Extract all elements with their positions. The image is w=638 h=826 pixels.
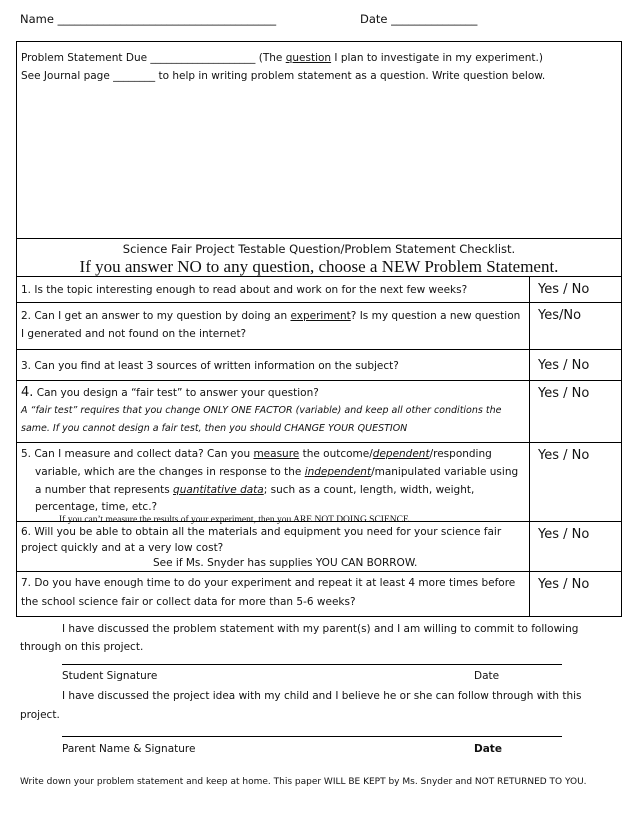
checklist-heading xyxy=(16,238,622,277)
question-1: 1. Is the topic interesting enough to read about and work on for the next few weeks? xyxy=(21,284,468,296)
question-2-part-a: 2. Can I get an answer to my question by doing an xyxy=(21,310,291,322)
parent-signature-label: Parent Name & Signature xyxy=(62,743,196,755)
answer-4[interactable]: Yes / No xyxy=(529,381,621,442)
question-2-line-2: I generated and not found on the internet? xyxy=(21,328,247,340)
question-6-line-1: 6. Will you be able to obtain all the materials and equipment you need for your science fair xyxy=(21,526,502,538)
question-5-l3-a: a number that represents xyxy=(35,484,174,496)
question-5-l4: percentage, time, etc.? xyxy=(35,501,158,513)
question-4-text: Can you design a “fair test” to answer your question? xyxy=(33,387,319,399)
question-6-line-2: project quickly and at a very low cost? xyxy=(21,542,224,554)
question-5-l1-a: 5. Can I measure and collect data? Can you xyxy=(21,448,254,460)
answer-7[interactable]: Yes / No xyxy=(529,572,621,616)
question-7-line-2: the school science fair or collect data for more than 5-6 weeks? xyxy=(21,596,356,608)
checklist-row-2 xyxy=(16,302,622,349)
answer-3[interactable]: Yes / No xyxy=(529,350,621,380)
checklist-row-4 xyxy=(16,380,622,442)
question-4-note-line-2: same. If you cannot design a fair test, then you should CHANGE YOUR QUESTION xyxy=(21,423,408,434)
parent-agreement-line-1: I have discussed the project idea with my child and I believe he or she can follow through with this xyxy=(62,690,582,702)
answer-2[interactable]: Yes/No xyxy=(529,303,621,349)
footer-note: Write down your problem statement and keep at home. This paper WILL BE KEPT by Ms. Snyder and NOT RETURNED TO YOU. xyxy=(20,777,587,787)
parent-signature-line[interactable] xyxy=(62,736,562,737)
answer-6[interactable]: Yes / No xyxy=(529,522,621,571)
question-5-l2-a: variable, which are the changes in response to the xyxy=(35,466,305,478)
checklist-row-3 xyxy=(16,349,622,380)
problem-statement-box[interactable] xyxy=(16,41,622,239)
question-4 xyxy=(17,381,529,441)
question-4-note-line-1: A “fair test” requires that you change ONLY ONE FACTOR (variable) and keep all other conditions the xyxy=(21,405,502,416)
question-5-note: If you can’t measure the results of your experiment, then you ARE NOT DOING SCIENCE. xyxy=(59,515,412,525)
question-5 xyxy=(17,443,529,529)
date-field[interactable]: Date _______________ xyxy=(360,12,478,26)
parent-agreement-line-2: project. xyxy=(20,709,60,721)
checklist-row-7 xyxy=(16,571,622,617)
question-5-l1-b: the outcome/ xyxy=(299,448,373,460)
name-field[interactable]: Name ______________________________________ xyxy=(20,12,277,26)
question-2-part-b: ? Is my question a new question xyxy=(350,310,521,322)
question-6 xyxy=(17,522,529,573)
question-5-l1-c: /responding xyxy=(429,448,492,460)
statement-investigate-text: I plan to investigate in my experiment.) xyxy=(331,52,543,64)
checklist-row-5 xyxy=(16,442,622,525)
question-5-quantitative: quantitative data xyxy=(173,484,264,496)
question-5-l3-b: ; such as a count, length, width, weight, xyxy=(263,484,475,496)
statement-line-2: See Journal page ________ to help in writing problem statement as a question. Write question below. xyxy=(21,70,546,82)
statement-due-text: Problem Statement Due ____________________ (The xyxy=(21,52,286,64)
answer-1[interactable]: Yes / No xyxy=(529,277,621,302)
checklist-warning: If you answer NO to any question, choose a NEW Problem Statement. xyxy=(79,257,559,276)
question-5-measure: measure xyxy=(253,448,300,460)
question-5-dependent: dependent xyxy=(372,448,430,460)
question-7-line-1: 7. Do you have enough time to do your experiment and repeat it at least 4 more times before xyxy=(21,577,516,589)
question-2-underlined: experiment xyxy=(290,310,351,322)
question-word: question xyxy=(285,52,332,64)
parent-date-label: Date xyxy=(474,743,502,755)
student-agreement-line-1: I have discussed the problem statement with my parent(s) and I am willing to commit to following xyxy=(62,623,579,635)
student-date-label: Date xyxy=(474,670,500,682)
question-5-independent: independent xyxy=(304,466,372,478)
question-6-line-3: See if Ms. Snyder has supplies YOU CAN BORROW. xyxy=(153,557,418,569)
answer-5[interactable]: Yes / No xyxy=(529,443,621,521)
checklist-title: Science Fair Project Testable Question/Problem Statement Checklist. xyxy=(122,242,516,256)
student-agreement-line-2: through on this project. xyxy=(20,641,144,653)
checklist-row-1 xyxy=(16,276,622,302)
statement-line-1 xyxy=(21,49,543,67)
question-3: 3. Can you find at least 3 sources of written information on the subject? xyxy=(21,360,399,372)
student-signature-line[interactable] xyxy=(62,664,562,665)
question-5-l2-b: /manipulated variable using xyxy=(371,466,519,478)
checklist-row-6 xyxy=(16,521,622,571)
question-4-number: 4. xyxy=(21,385,34,400)
question-7 xyxy=(17,572,529,615)
question-2 xyxy=(17,303,529,346)
student-signature-label: Student Signature xyxy=(62,670,158,682)
